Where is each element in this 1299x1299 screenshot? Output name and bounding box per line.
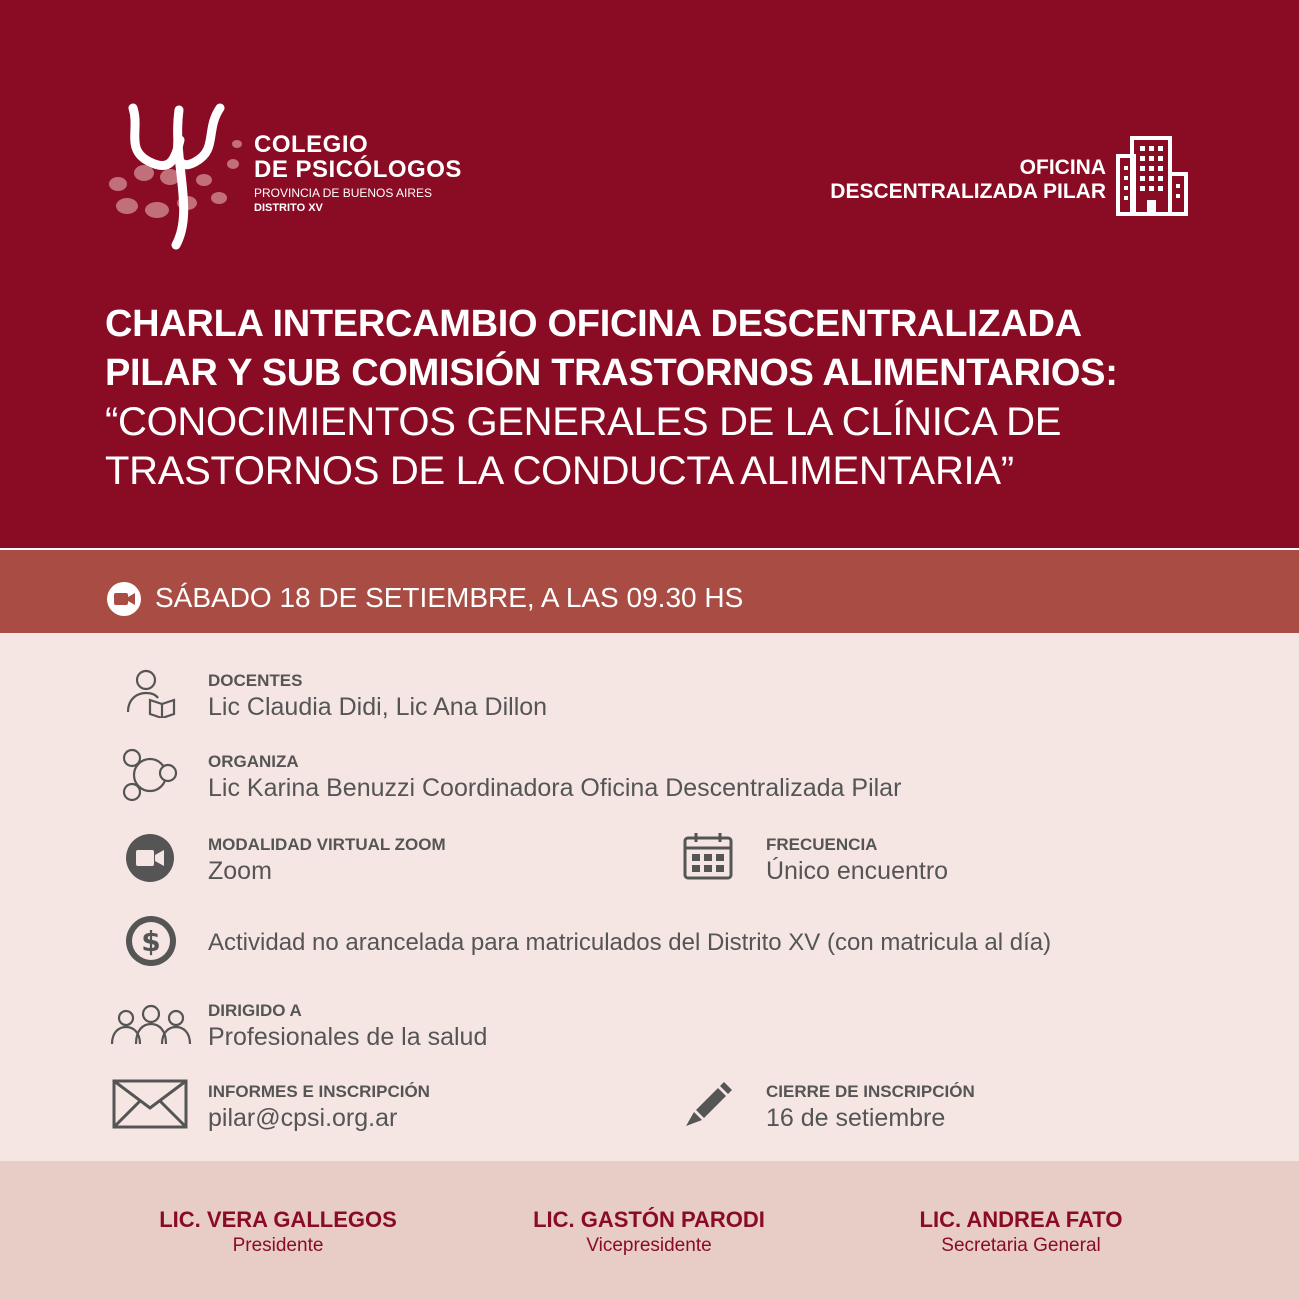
calendar-icon [682, 830, 734, 882]
details-section [0, 633, 1299, 1161]
signature-name: LIC. ANDREA FATO [919, 1207, 1123, 1232]
title-line-2: PILAR Y SUB COMISIÓN TRASTORNOS ALIMENTARIOS: [105, 352, 1118, 394]
docentes-value: Lic Claudia Didi, Lic Ana Dillon [208, 693, 548, 721]
signature-president [98, 1206, 458, 1258]
organiza-label: ORGANIZA [208, 752, 299, 771]
signature-vicepresident [469, 1206, 829, 1258]
logo-line-3: PROVINCIA DE BUENOS AIRES [254, 186, 433, 200]
title-line-3: “CONOCIMIENTOS GENERALES DE LA CLÍNICA DE [105, 400, 1062, 444]
pencil-icon [684, 1078, 732, 1126]
logo-line-2: DE PSICÓLOGOS [254, 156, 462, 183]
envelope-icon [112, 1078, 188, 1130]
organiza-value: Lic Karina Benuzzi Coordinadora Oficina Descentralizada Pilar [208, 774, 902, 802]
svg-text:$: $ [141, 925, 161, 958]
office-label [830, 156, 1106, 204]
modalidad-value: Zoom [208, 857, 272, 885]
informes-email[interactable]: pilar@cpsi.org.ar [208, 1104, 398, 1132]
video-camera-icon [106, 581, 142, 617]
event-title [105, 300, 1255, 496]
logo-text [254, 133, 462, 216]
signature-role: Presidente [232, 1235, 324, 1256]
signature-secretary [841, 1206, 1201, 1258]
group-people-icon [110, 1004, 192, 1046]
teacher-reading-icon [124, 668, 178, 718]
zoom-icon [124, 832, 176, 884]
dollar-coin-icon [124, 914, 178, 968]
building-icon [1112, 134, 1192, 216]
title-line-4: TRASTORNOS DE LA CONDUCTA ALIMENTARIA” [105, 449, 1014, 493]
signature-name: LIC. GASTÓN PARODI [533, 1207, 765, 1232]
network-icon [120, 748, 180, 802]
cierre-value: 16 de setiembre [766, 1104, 946, 1132]
signature-name: LIC. VERA GALLEGOS [159, 1207, 397, 1232]
dirigido-value: Profesionales de la salud [208, 1023, 488, 1051]
docentes-label: DOCENTES [208, 671, 303, 690]
logo-line-4: DISTRITO XV [254, 202, 323, 214]
dirigido-label: DIRIGIDO A [208, 1001, 302, 1020]
event-date: SÁBADO 18 DE SETIEMBRE, A LAS 09.30 HS [155, 582, 744, 613]
signature-role: Vicepresidente [586, 1235, 712, 1256]
frecuencia-label: FRECUENCIA [766, 835, 878, 854]
logo-line-1: COLEGIO [254, 131, 369, 158]
cierre-label: CIERRE DE INSCRIPCIÓN [766, 1082, 975, 1101]
office-line-2: DESCENTRALIZADA PILAR [830, 180, 1106, 203]
informes-label: INFORMES E INSCRIPCIÓN [208, 1082, 430, 1101]
signature-role: Secretaria General [941, 1235, 1101, 1256]
modalidad-label: MODALIDAD VIRTUAL ZOOM [208, 835, 446, 854]
frecuencia-value: Único encuentro [766, 857, 949, 885]
title-line-1: CHARLA INTERCAMBIO OFICINA DESCENTRALIZADA [105, 303, 1082, 345]
office-line-1: OFICINA [1019, 156, 1106, 179]
costo-value: Actividad no arancelada para matriculados del Distrito XV (con matricula al día) [208, 929, 1052, 956]
